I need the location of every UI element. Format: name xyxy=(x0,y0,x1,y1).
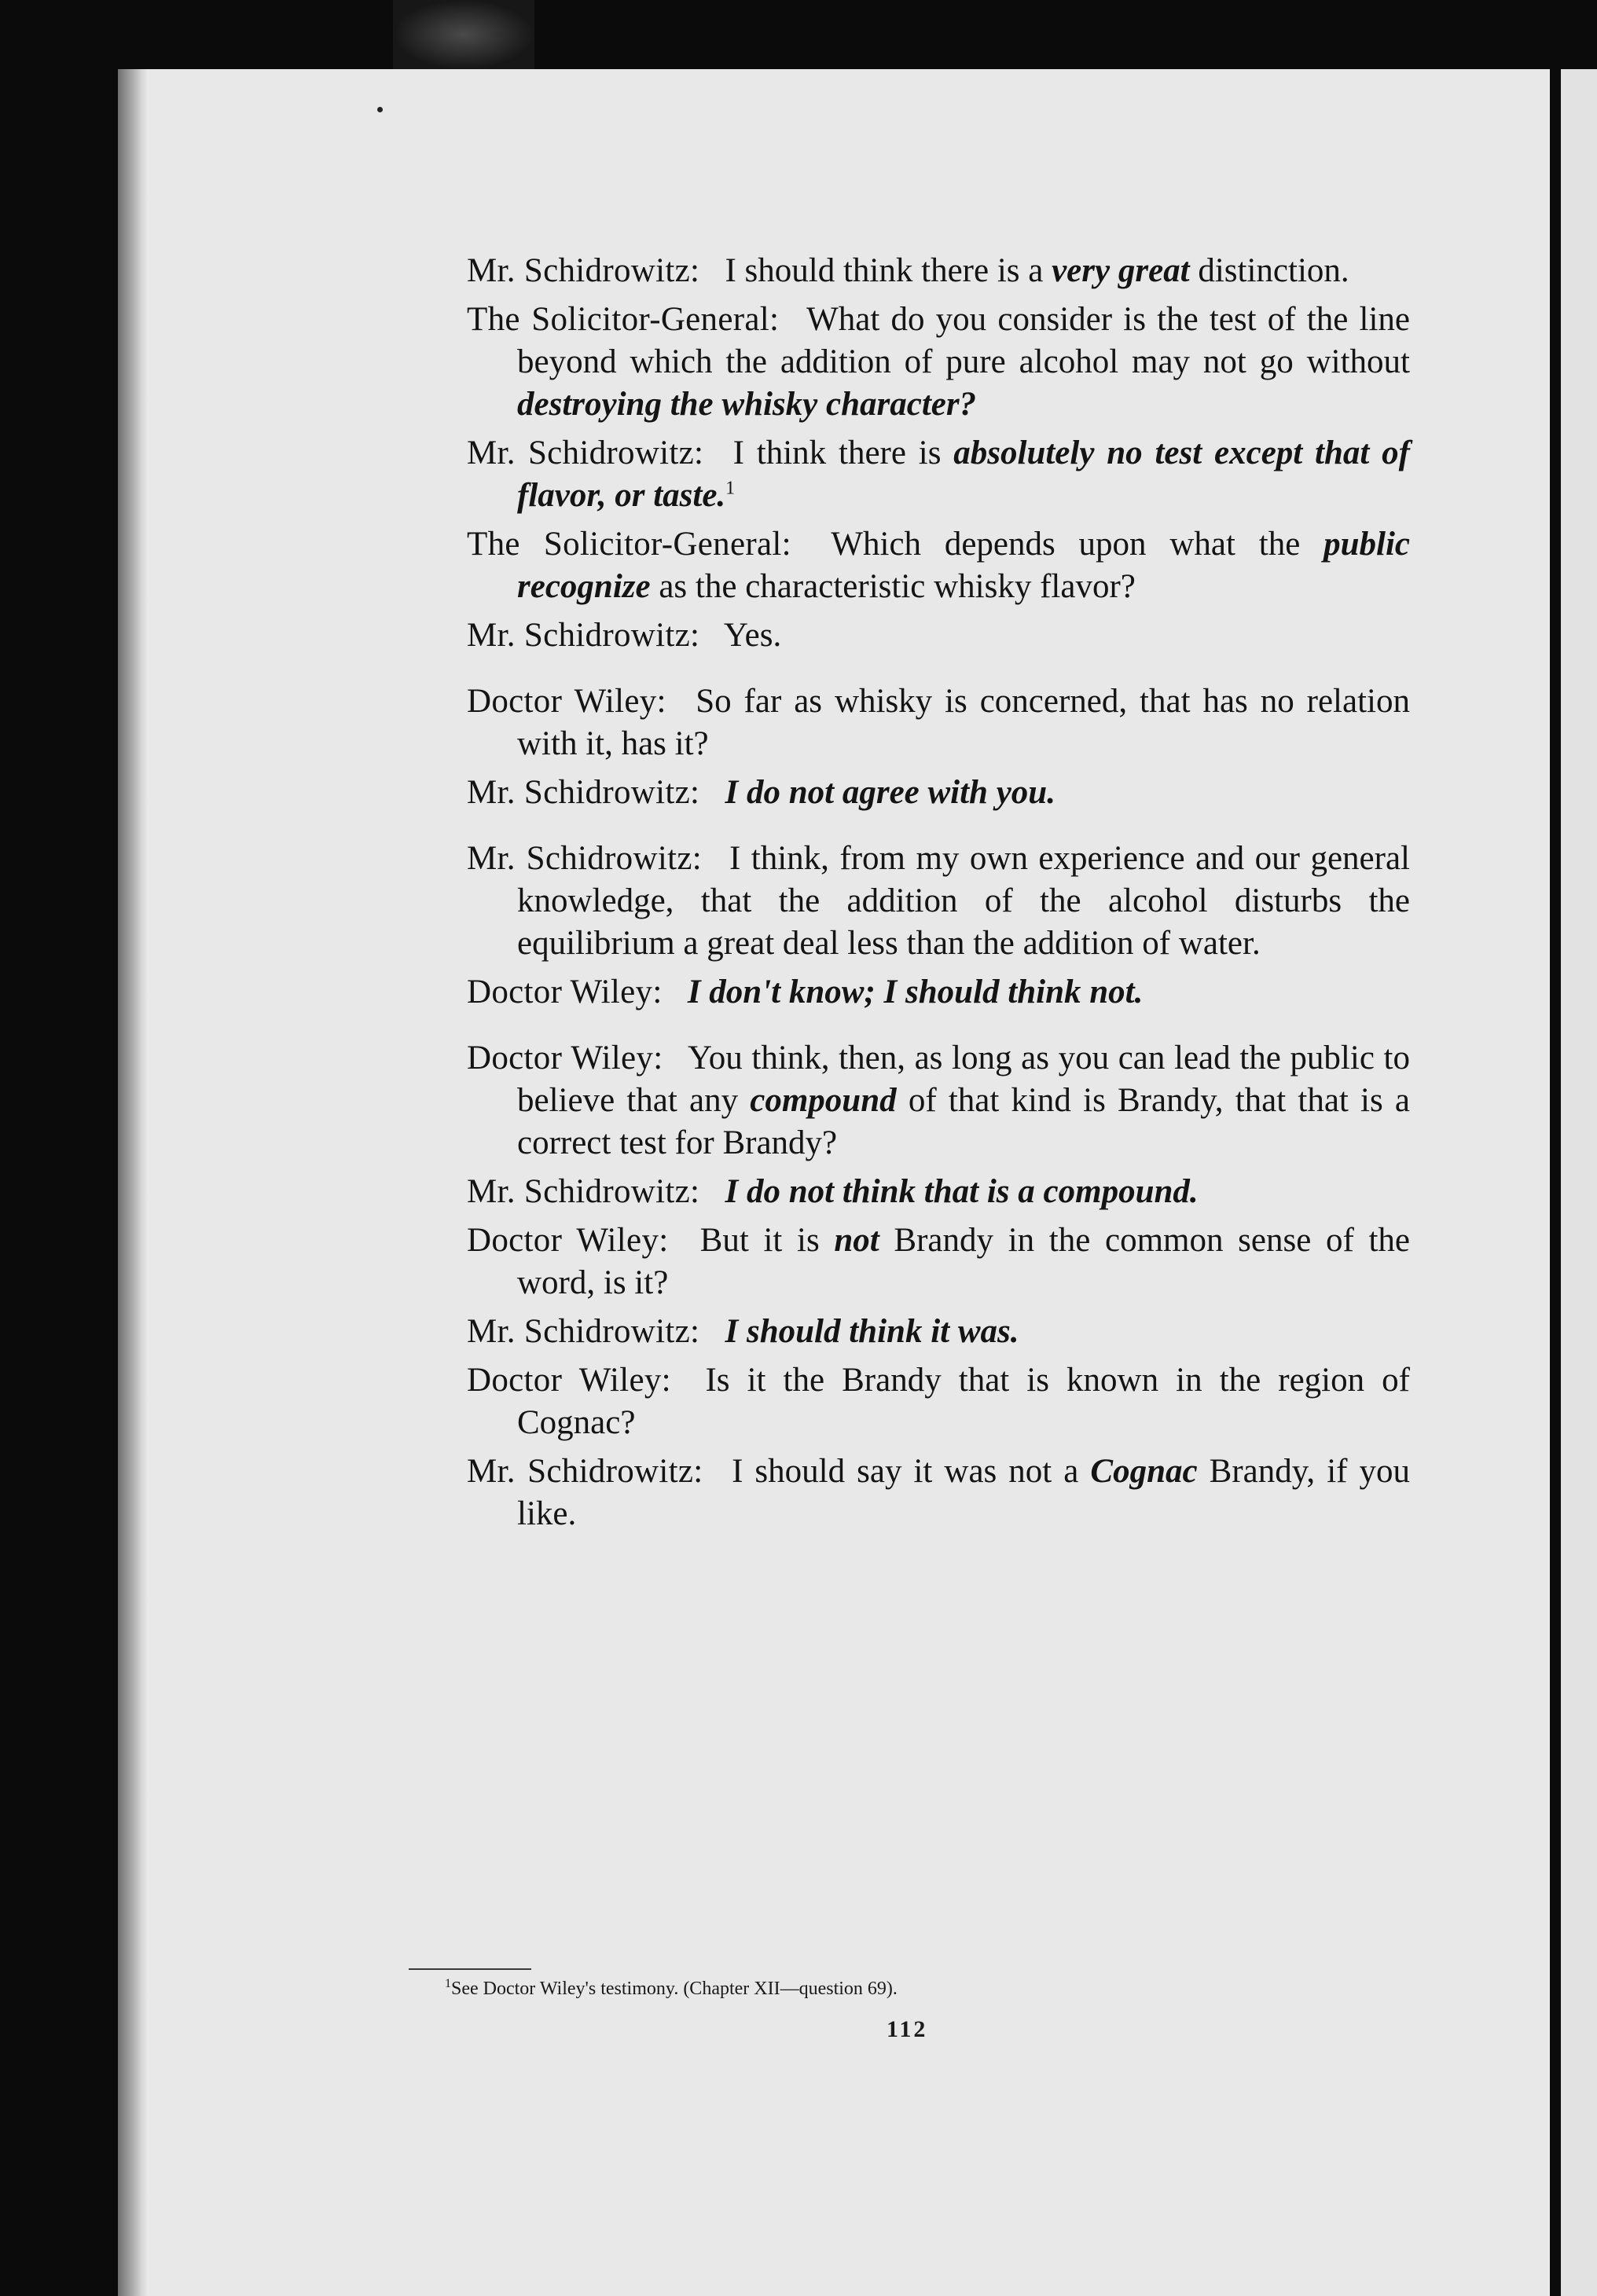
emphasized-text: not xyxy=(834,1222,879,1259)
speaker-name: Doctor Wiley: xyxy=(467,974,663,1010)
speech-text: But it is xyxy=(699,1222,835,1259)
speaker-name: Mr. Schidrowitz: xyxy=(467,774,700,811)
footnote-text: See Doctor Wiley's testimony. (Chapter XII—question 69). xyxy=(451,1979,898,1999)
footnote xyxy=(445,1977,898,2000)
speech-text: I think, from my own experience and our general knowledge, that the addition of the alcohol disturbs the equilibrium a great deal less than the addition of water. xyxy=(517,840,1410,962)
transcript-exchange xyxy=(467,614,1410,657)
transcript-exchange xyxy=(467,1037,1410,1165)
speaker-name: Mr. Schidrowitz: xyxy=(467,435,704,471)
emphasized-text: destroying the whisky character? xyxy=(517,386,977,423)
speaker-name: Mr. Schidrowitz: xyxy=(467,617,700,654)
speech-text: Yes. xyxy=(723,617,782,654)
emphasized-text: public recognize xyxy=(517,526,1411,605)
speech-text: Brandy in the common sense of the word, is it? xyxy=(517,1222,1410,1301)
transcript-exchange xyxy=(467,971,1410,1014)
speech-text: distinction. xyxy=(1189,252,1349,289)
emphasized-text: very great xyxy=(1052,252,1190,289)
adjacent-page-edge xyxy=(1561,69,1597,2296)
emphasized-text: I do not agree with you. xyxy=(725,774,1055,811)
transcript-exchange xyxy=(467,1220,1410,1304)
speaker-name: Mr. Schidrowitz: xyxy=(467,1313,700,1350)
footnote-rule xyxy=(409,1968,531,1970)
speech-text: as the characteristic whisky flavor? xyxy=(650,568,1136,605)
transcript-exchange xyxy=(467,432,1410,517)
transcript-exchange xyxy=(467,680,1410,765)
emphasized-text: I do not think that is a compound. xyxy=(725,1173,1199,1210)
speaker-name: Doctor Wiley: xyxy=(467,683,666,720)
speech-text: What do you consider is the test of the line beyond which the addition of pure alcohol may not go without xyxy=(517,301,1410,380)
speaker-name: Mr. Schidrowitz: xyxy=(467,1453,703,1490)
speech-text: I should think there is a xyxy=(725,252,1052,289)
speaker-name: Mr. Schidrowitz: xyxy=(467,252,700,289)
speech-text: Brandy, if you like. xyxy=(517,1453,1411,1532)
speaker-name: Doctor Wiley: xyxy=(467,1040,663,1076)
ink-speck xyxy=(377,107,383,112)
transcript-exchange xyxy=(467,1171,1410,1213)
emphasized-text: I don't know; I should think not. xyxy=(687,974,1144,1010)
speaker-name: Doctor Wiley: xyxy=(467,1362,671,1399)
speech-text: You think, then, as long as you can lead the public to believe that any xyxy=(517,1040,1410,1119)
speech-text: of that kind is Brandy, that that is a correct test for Brandy? xyxy=(517,1082,1410,1161)
speaker-name: The Solicitor-General: xyxy=(467,526,791,563)
emphasized-text: compound xyxy=(750,1082,897,1119)
transcript-exchange xyxy=(467,1311,1410,1353)
speaker-name: Doctor Wiley: xyxy=(467,1222,669,1259)
page-gutter xyxy=(1550,69,1561,2296)
footnote-marker: 1 xyxy=(445,1977,451,1990)
transcript-exchange xyxy=(467,299,1410,426)
emphasized-text: I should think it was. xyxy=(725,1313,1019,1350)
page-number: 112 xyxy=(887,2016,928,2042)
transcript-exchange xyxy=(467,772,1410,814)
footnote-reference: 1 xyxy=(725,478,736,499)
binding-shadow xyxy=(118,69,148,2296)
transcript-exchange xyxy=(467,838,1410,965)
speaker-name: Mr. Schidrowitz: xyxy=(467,840,702,877)
testimony-transcript xyxy=(467,250,1410,1542)
transcript-exchange xyxy=(467,1451,1410,1535)
emphasized-text: absolutely no test except that of flavor, or taste. xyxy=(517,435,1410,514)
transcript-exchange xyxy=(467,250,1410,292)
transcript-exchange xyxy=(467,1359,1410,1444)
speaker-name: Mr. Schidrowitz: xyxy=(467,1173,700,1210)
emphasized-text: Cognac xyxy=(1090,1453,1198,1490)
transcript-exchange xyxy=(467,523,1410,608)
speech-text: I think there is xyxy=(732,435,954,471)
speech-text: Which depends upon what the xyxy=(831,526,1324,563)
speaker-name: The Solicitor-General: xyxy=(467,301,780,338)
speech-text: Is it the Brandy that is known in the region of Cognac? xyxy=(517,1362,1410,1441)
speech-text: So far as whisky is concerned, that has no relation with it, has it? xyxy=(517,683,1410,762)
speech-text: I should say it was not a xyxy=(732,1453,1091,1490)
scan-stain xyxy=(393,0,534,69)
